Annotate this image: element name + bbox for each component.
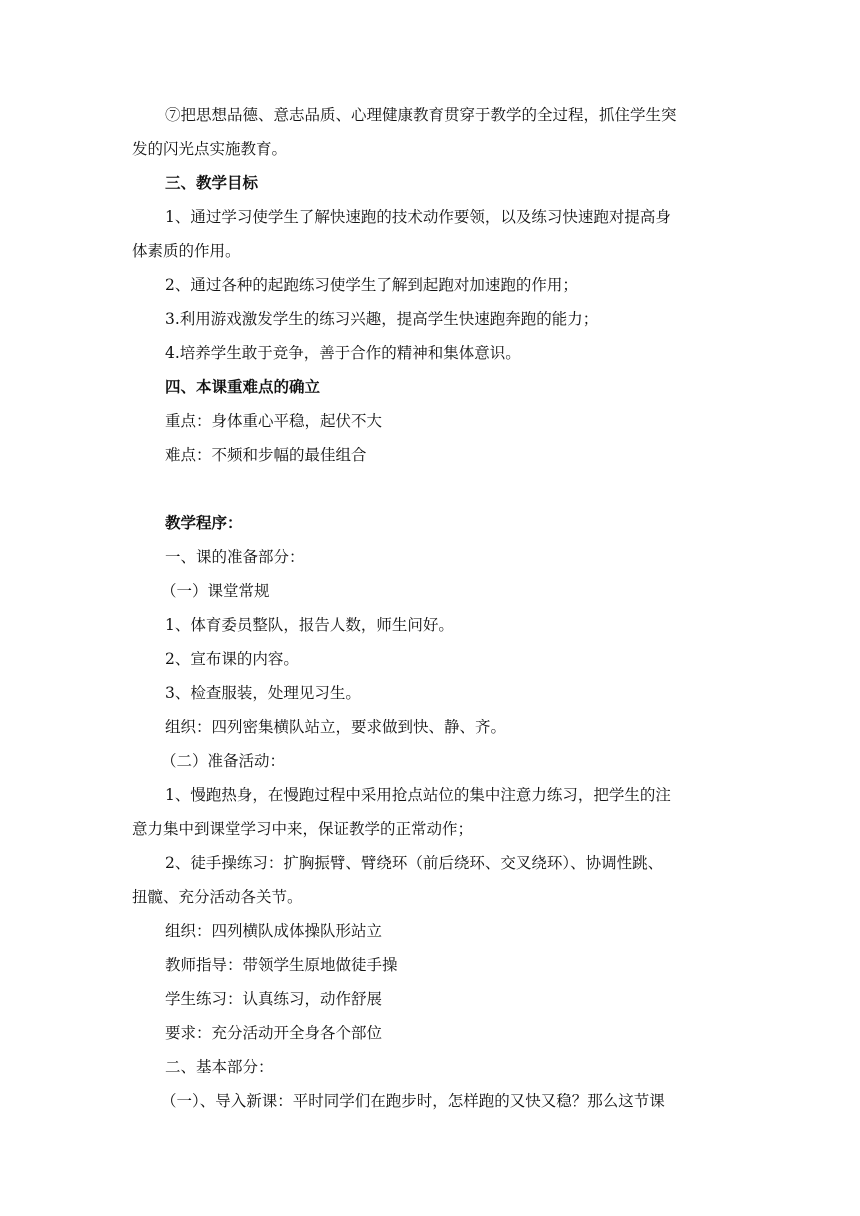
subsection-heading: 一、课的准备部分： [165, 548, 305, 566]
goal-item: 1、通过学习使学生了解快速跑的技术动作要领，以及练习快速跑对提高身 [165, 208, 671, 226]
paragraph-line: 发的闪光点实施教育。 [132, 140, 288, 158]
list-item: 1、体育委员整队，报告人数，师生问好。 [165, 616, 454, 634]
list-item: 3、检查服装，处理见习生。 [165, 684, 361, 702]
list-item: 2、徒手操练习：扩胸振臂、臂绕环（前后绕环、交叉绕环）、协调性跳、 [165, 854, 664, 872]
list-item: 组织：四列密集横队站立，要求做到快、静、齐。 [165, 718, 507, 736]
list-item: 教师指导：带领学生原地做徒手操 [165, 956, 398, 974]
list-item-continuation: 扭髋、充分活动各关节。 [132, 888, 303, 906]
key-point: 重点：身体重心平稳，起伏不大 [165, 412, 383, 430]
subsection-heading: （一）课堂常规 [161, 582, 270, 600]
blank-line [132, 472, 742, 506]
goal-item: 4.培养学生敢于竞争，善于合作的精神和集体意识。 [165, 344, 521, 362]
paragraph-line: ⑦把思想品德、意志品质、心理健康教育贯穿于教学的全过程，抓住学生突 [165, 106, 677, 124]
list-item: 2、宣布课的内容。 [165, 650, 299, 668]
list-item-continuation: 意力集中到课堂学习中来，保证教学的正常动作； [132, 820, 474, 838]
section-heading: 教学程序： [165, 513, 243, 532]
section-heading: 三、教学目标 [165, 173, 259, 192]
difficult-point: 难点：不频和步幅的最佳组合 [165, 446, 367, 464]
subsection-heading: （二）准备活动： [161, 752, 286, 770]
document-body [132, 98, 742, 1118]
list-item: 组织：四列横队成体操队形站立 [165, 922, 383, 940]
list-item: 学生练习：认真练习，动作舒展 [165, 990, 383, 1008]
goal-item-continuation: 体素质的作用。 [132, 242, 241, 260]
list-item: 1、慢跑热身，在慢跑过程中采用抢点站位的集中注意力练习，把学生的注 [165, 786, 671, 804]
list-item: 要求：充分活动开全身各个部位 [165, 1024, 383, 1042]
goal-item: 3.利用游戏激发学生的练习兴趣，提高学生快速跑奔跑的能力； [165, 310, 599, 328]
subsection-heading: 二、基本部分： [165, 1058, 274, 1076]
goal-item: 2、通过各种的起跑练习使学生了解到起跑对加速跑的作用； [165, 276, 578, 294]
section-heading: 四、本课重难点的确立 [165, 377, 321, 396]
paragraph-line: （一）、导入新课：平时同学们在跑步时，怎样跑的又快又稳？那么这节课 [161, 1092, 665, 1110]
